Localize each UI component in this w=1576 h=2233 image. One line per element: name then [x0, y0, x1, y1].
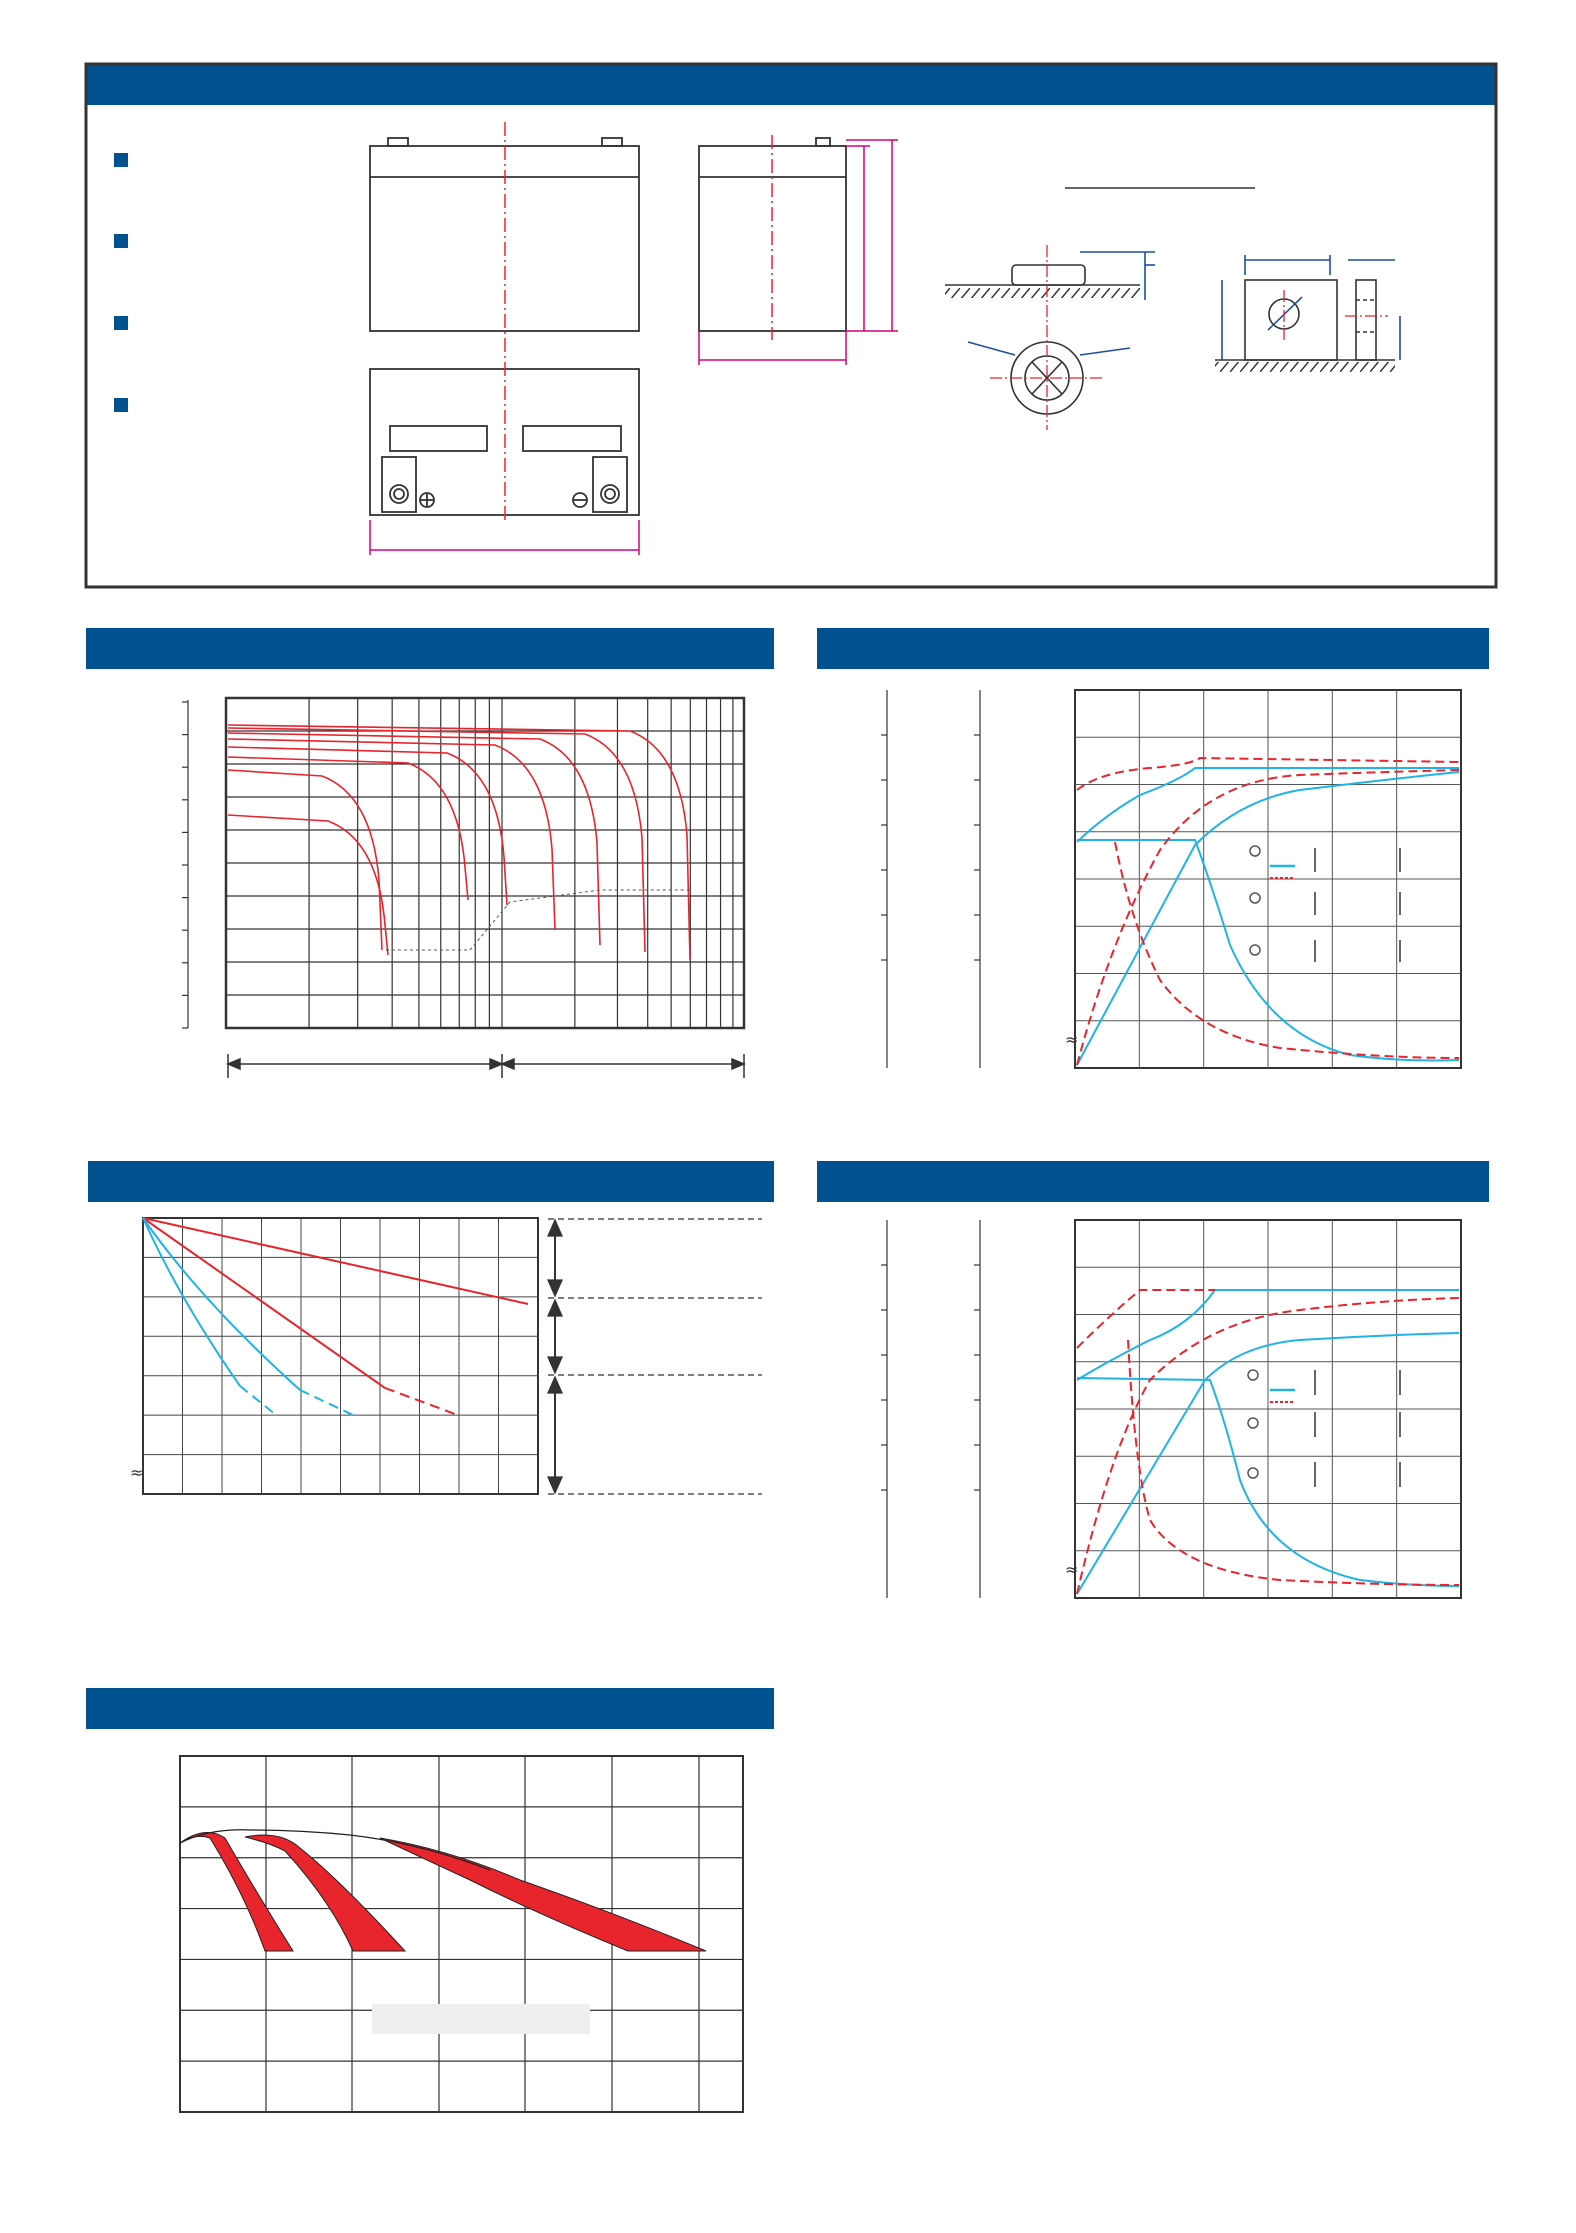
square-bullet-icon: [114, 316, 128, 330]
legend-marker-icon: [1250, 945, 1260, 955]
charge2-y-axes: [887, 1220, 980, 1598]
legend-marker-icon: [1248, 1418, 1258, 1428]
cycle-life-bands: [180, 1833, 706, 1951]
discharge-chart: [182, 698, 744, 1078]
self-discharge-curves: [143, 1218, 528, 1416]
charging-chart-upper: [881, 690, 1461, 1068]
legend-marker-icon: [1248, 1370, 1258, 1380]
terminal-center-lines: [990, 245, 1388, 430]
discharge-curve: [228, 739, 555, 930]
square-bullet-icon: [114, 398, 128, 412]
charge1-legend: [1250, 846, 1400, 962]
legend-marker-icon: [1250, 893, 1260, 903]
charging-chart-lower: [881, 1220, 1461, 1598]
terminal-detail: [945, 188, 1400, 414]
time-range-arrows: [228, 1054, 744, 1078]
cycle-life-note-box: [372, 2004, 590, 2034]
axis-break-icon: ≈: [130, 1463, 144, 1482]
bullet-list: [114, 153, 128, 412]
axis-break-icon: ≈: [1065, 1560, 1079, 1579]
square-bullet-icon: [114, 234, 128, 248]
self-discharge-ranges: [548, 1219, 762, 1494]
discharge-curve: [228, 728, 645, 952]
charge-y-axes: [887, 690, 980, 1068]
square-bullet-icon: [114, 153, 128, 167]
charge2-legend: [1248, 1370, 1400, 1487]
discharge-curve: [228, 815, 388, 955]
legend-marker-icon: [1250, 846, 1260, 856]
discharge-curve: [228, 757, 468, 900]
length-dimension: [370, 520, 639, 555]
cycle-life-chart: [180, 1756, 743, 2112]
legend-marker-icon: [1248, 1468, 1258, 1478]
self-discharge-chart: [130, 1218, 762, 1494]
axis-break-icon: ≈: [1065, 1030, 1079, 1049]
